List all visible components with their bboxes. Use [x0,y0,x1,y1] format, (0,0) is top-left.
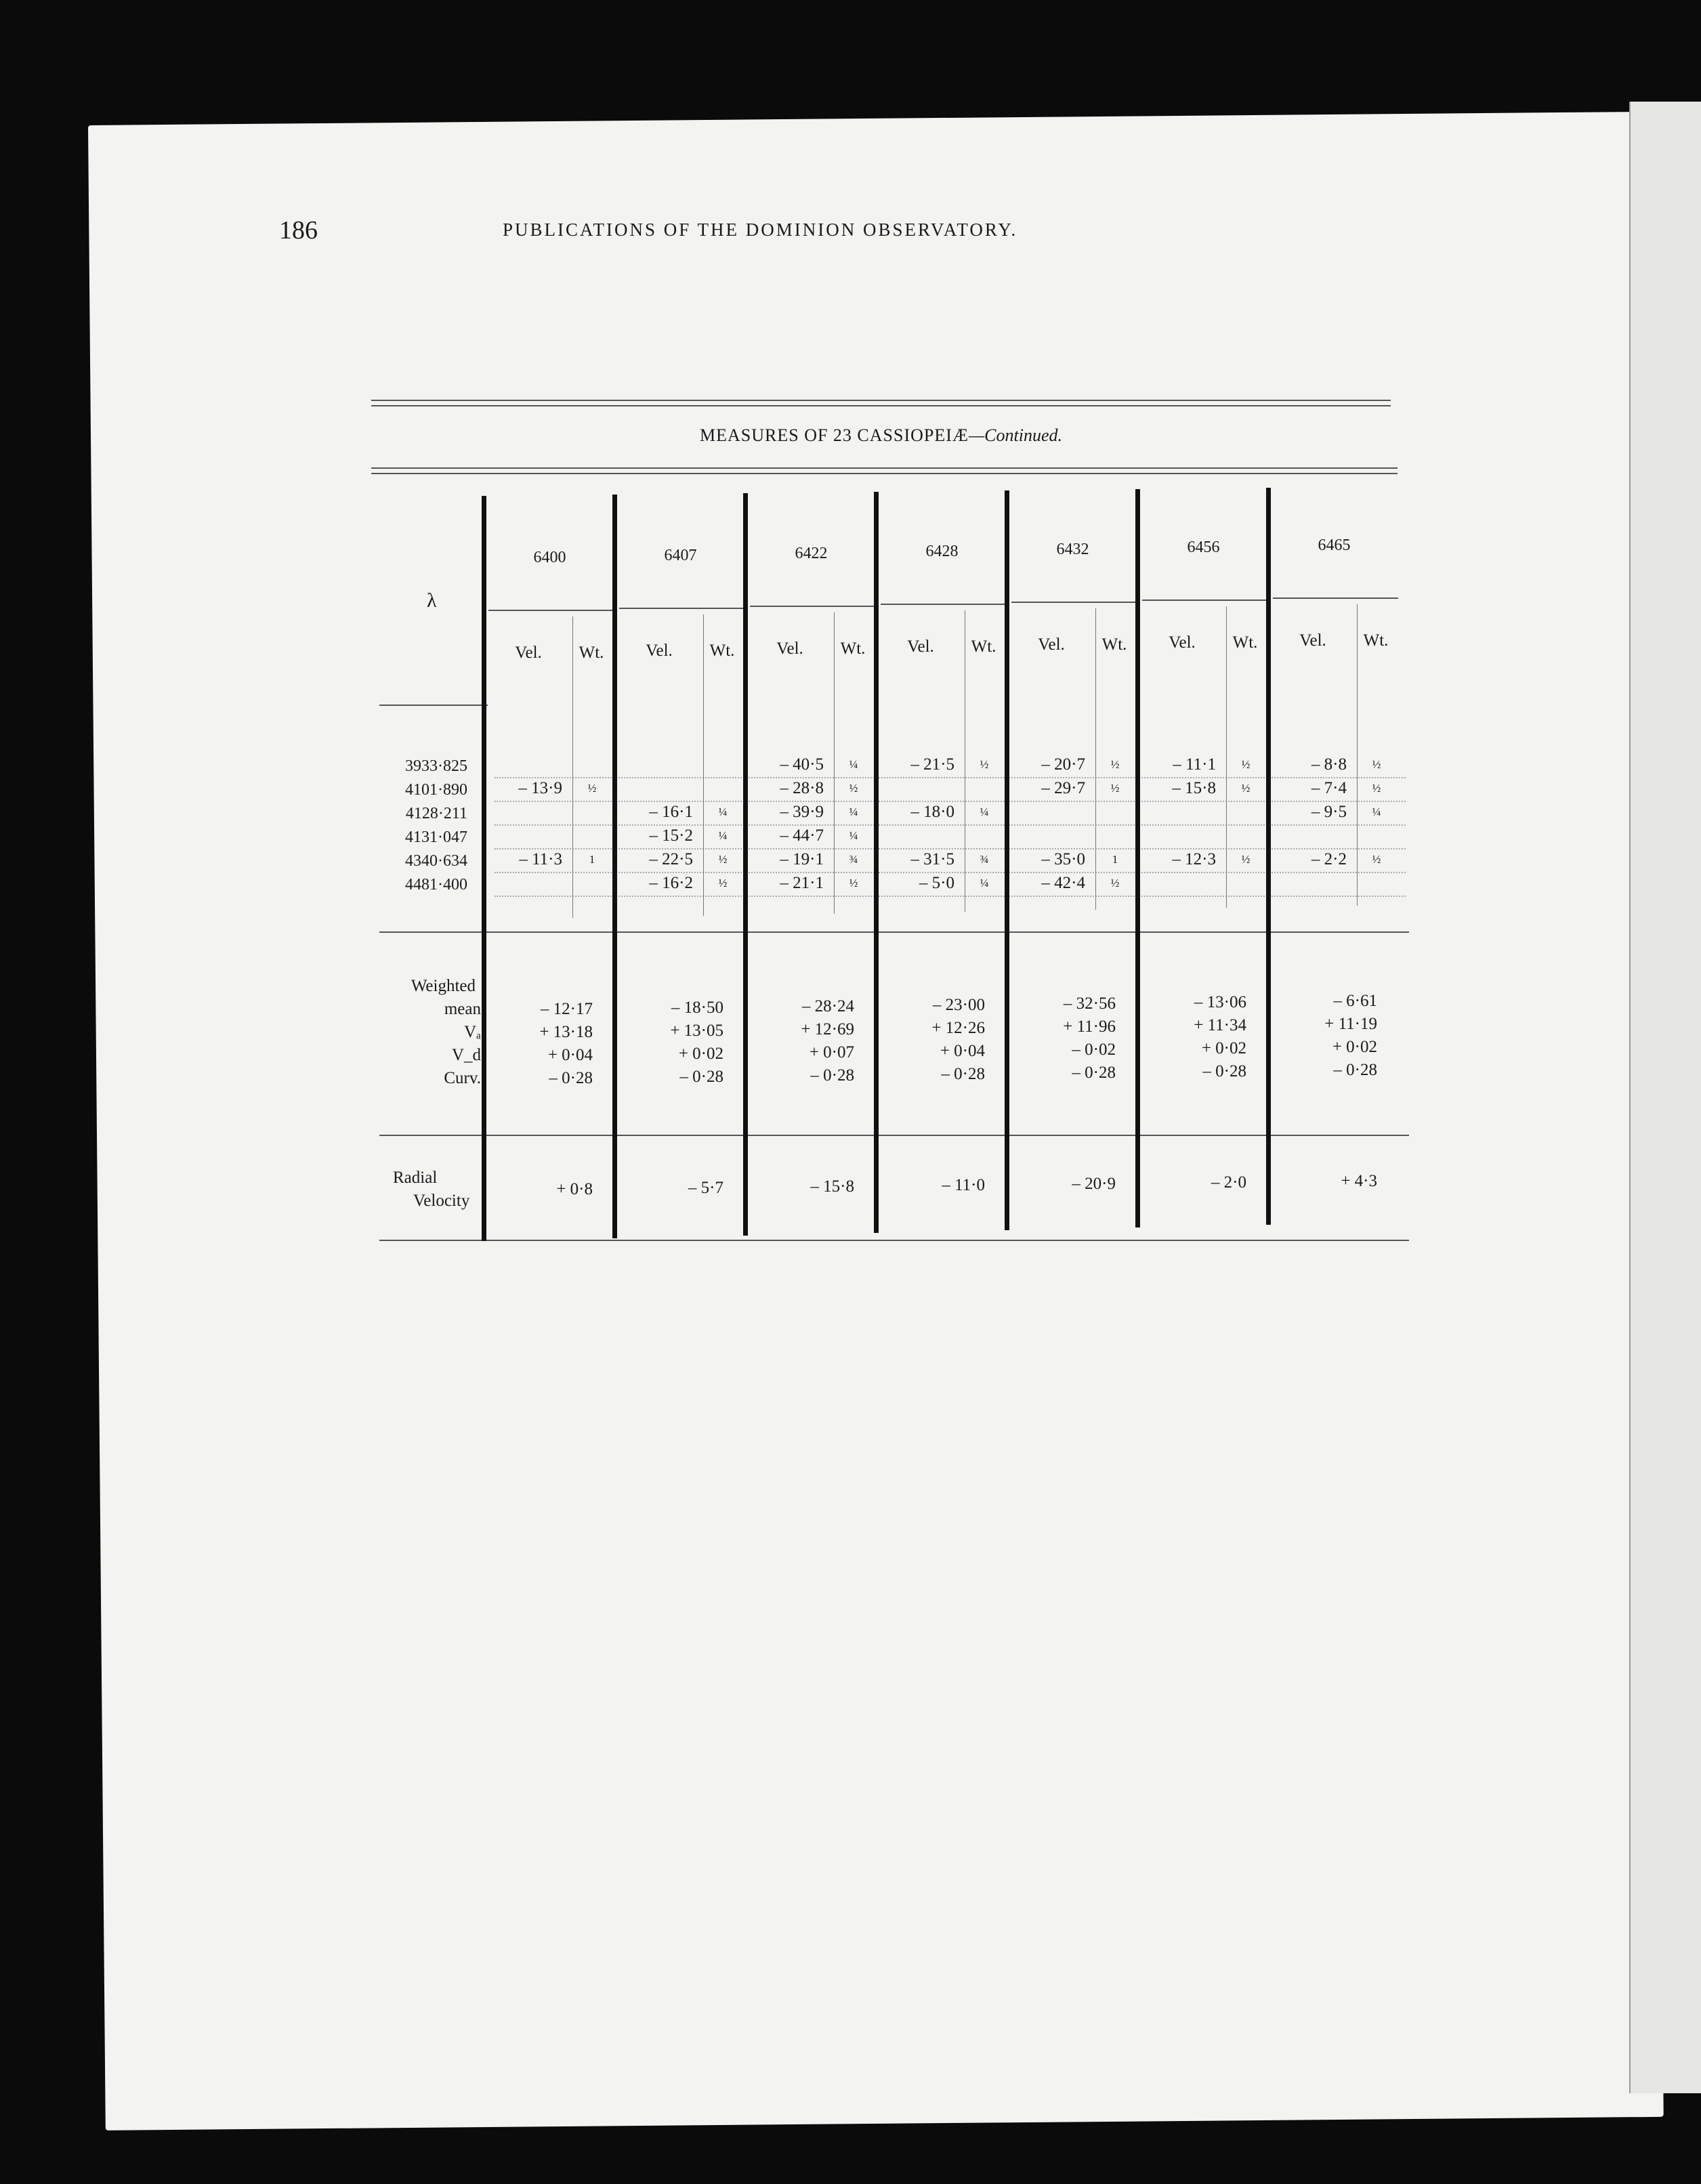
wt-cell: ½ [1110,758,1120,771]
wt-header: Wt. [1363,631,1389,650]
plate-subrule [750,606,875,607]
wt-cell: ¼ [849,805,858,818]
wt-cell: ½ [1241,782,1251,795]
vd-cell: + 0·02 [678,1045,723,1063]
vel-cell: – 29·7 [1041,779,1085,797]
wavelength-cell: 3933·825 [405,757,467,775]
weighted-mean-cell: – 23·00 [932,996,985,1014]
vd-cell: + 0·02 [1201,1039,1246,1057]
wt-cell: ¾ [980,853,989,866]
curv-cell: – 0·28 [1072,1064,1116,1082]
vel-wt-divider [1095,608,1096,910]
label-vd: V_d [451,1046,481,1064]
wt-cell: ¼ [1372,805,1381,818]
curv-cell: – 0·28 [941,1065,985,1083]
vel-cell: – 11·1 [1173,755,1216,774]
vel-cell: – 2·2 [1311,850,1347,868]
vel-header: Vel. [776,639,803,658]
wt-cell: ¼ [980,877,989,889]
table-title-text: MEASURES OF 23 CASSIOPEIÆ [700,425,969,445]
vel-cell: – 12·3 [1172,850,1216,868]
plate-number: 6428 [925,543,959,560]
wt-cell: 1 [589,853,595,866]
vel-wt-divider [572,616,573,918]
va-cell: + 13·18 [539,1023,593,1041]
wt-header: Wt. [840,639,866,658]
vel-header: Vel. [1299,631,1326,650]
weighted-mean-cell: – 13·06 [1194,993,1246,1011]
label-mean: mean [444,1000,481,1018]
wt-cell: ½ [849,782,858,795]
wavelength-cell: 4101·890 [405,781,467,799]
vel-header: Vel. [646,642,673,660]
curv-cell: – 0·28 [679,1068,723,1086]
wavelength-cell: 4481·400 [405,876,467,894]
vel-cell: – 19·1 [780,850,824,868]
vel-cell: – 28·8 [780,779,824,797]
wt-cell: ¼ [849,758,858,771]
wt-header: Wt. [1232,633,1258,652]
column-bar [612,495,617,1238]
label-weighted: Weighted [411,977,476,995]
radial-velocity-cell: – 15·8 [810,1177,854,1196]
vel-header: Vel. [1038,635,1065,654]
adjacent-page-edge [1629,102,1701,2093]
wt-header: Wt. [709,642,735,660]
wt-cell: ½ [1241,853,1251,866]
radial-velocity-cell: – 5·7 [688,1179,723,1197]
wt-cell: ½ [1110,877,1120,889]
wavelength-cell: 4128·211 [405,805,467,822]
va-cell: + 13·05 [670,1022,723,1040]
label-curv: Curv. [444,1069,481,1087]
table-top-rule [371,467,1398,469]
wt-cell: ¼ [718,805,728,818]
table-bottom-rule [379,1240,1409,1241]
radial-velocity-cell: – 11·0 [942,1176,985,1194]
body-bottom-rule [379,931,1409,933]
wt-cell: ½ [718,877,728,889]
vd-cell: – 0·02 [1072,1041,1116,1059]
vel-cell: – 5·0 [919,874,954,892]
radial-velocity-cell: – 20·9 [1072,1175,1116,1193]
radial-velocity-cell: + 4·3 [1341,1172,1377,1190]
curv-cell: – 0·28 [1333,1061,1377,1079]
vd-cell: + 0·04 [940,1042,985,1060]
weighted-mean-cell: – 18·50 [671,999,723,1017]
plate-number: 6400 [533,549,566,566]
plate-subrule [1011,602,1137,603]
va-cell: + 11·19 [1324,1015,1377,1033]
vel-wt-divider [703,614,704,916]
wt-cell: ½ [587,782,597,795]
vel-cell: – 16·2 [649,874,693,892]
plate-number: 6432 [1056,541,1089,558]
wt-cell: ½ [1372,758,1381,771]
wt-cell: ½ [980,758,989,771]
wt-cell: ½ [1372,782,1381,795]
table-title [371,425,1391,446]
va-cell: + 11·96 [1063,1017,1116,1036]
lambda-header: λ [427,589,437,612]
plate-subrule [881,604,1006,605]
wt-cell: ½ [1372,853,1381,866]
radial-velocity-cell: + 0·8 [556,1180,593,1198]
vd-cell: + 0·02 [1332,1038,1377,1056]
vel-cell: – 40·5 [780,755,824,774]
wt-cell: 1 [1112,853,1118,866]
column-bar [1266,488,1271,1225]
vel-cell: – 39·9 [780,803,824,821]
wt-cell: ¼ [980,805,989,818]
wt-header: Wt. [971,637,996,656]
vel-cell: – 15·2 [649,826,693,845]
vel-wt-divider [834,612,835,914]
vel-cell: – 11·3 [519,850,562,868]
wt-cell: ¼ [849,829,858,842]
header-bottom-rule [379,705,488,706]
wt-cell: ¾ [849,853,858,866]
label-radial: Radial [393,1169,438,1187]
wt-cell: ¼ [718,829,728,842]
weighted-mean-cell: – 6·61 [1333,992,1377,1010]
vel-cell: – 9·5 [1311,803,1347,821]
plate-number: 6407 [664,547,697,564]
vel-wt-divider [1226,606,1227,908]
vel-header: Vel. [1169,633,1196,652]
column-bar [1135,489,1140,1227]
summary-bottom-rule [379,1135,1409,1136]
wavelength-cell: 4131·047 [405,828,467,846]
head-rule-lower [371,405,1391,406]
vel-cell: – 13·9 [518,779,562,797]
wavelength-cell: 4340·634 [405,852,467,870]
curv-cell: – 0·28 [549,1069,593,1087]
vel-cell: – 35·0 [1041,850,1085,868]
vel-cell: – 20·7 [1041,755,1085,774]
vel-header: Vel. [907,637,934,656]
radial-velocity-cell: – 2·0 [1211,1173,1246,1192]
vel-header: Vel. [515,644,542,662]
wt-header: Wt. [579,644,604,662]
vel-cell: – 15·8 [1172,779,1216,797]
vel-cell: – 16·1 [649,803,693,821]
label-va: Vₐ [464,1023,481,1041]
column-bar [482,496,486,1241]
vd-cell: + 0·07 [809,1043,854,1062]
vd-cell: + 0·04 [547,1046,593,1064]
wt-cell: ½ [1110,782,1120,795]
measures-table [379,488,1409,1246]
plate-subrule [488,610,614,611]
label-velocity: Velocity [413,1192,470,1210]
journal-title: PUBLICATIONS OF THE DOMINION OBSERVATORY. [503,219,1018,240]
vel-wt-divider [1357,604,1358,906]
vel-cell: – 31·5 [910,850,954,868]
table-top-rule-2 [371,473,1398,474]
page-number: 186 [279,216,318,245]
curv-cell: – 0·28 [1202,1062,1246,1080]
va-cell: + 12·69 [801,1020,854,1038]
plate-number: 6465 [1318,537,1351,554]
wt-cell: ½ [718,853,728,866]
head-rule [371,400,1391,401]
vel-cell: – 21·5 [910,755,954,774]
column-bar [743,493,748,1236]
vel-cell: – 42·4 [1041,874,1085,892]
plate-number: 6456 [1187,539,1220,556]
vel-cell: – 22·5 [649,850,693,868]
curv-cell: – 0·28 [810,1066,854,1085]
weighted-mean-cell: – 32·56 [1063,994,1116,1013]
wt-header: Wt. [1101,635,1127,654]
vel-cell: – 18·0 [910,803,954,821]
plate-subrule [1273,597,1398,599]
table-title-suffix: —Continued. [969,425,1062,445]
running-head [279,215,1295,256]
column-bar [874,492,879,1233]
vel-cell: – 7·4 [1311,779,1347,797]
plate-subrule [619,608,744,609]
weighted-mean-cell: – 28·24 [801,997,854,1015]
vel-cell: – 21·1 [780,874,824,892]
vel-cell: – 44·7 [780,826,824,845]
plate-number: 6422 [795,545,828,562]
weighted-mean-cell: – 12·17 [540,1000,593,1018]
va-cell: + 12·26 [931,1019,985,1037]
vel-cell: – 8·8 [1311,755,1347,774]
plate-subrule [1142,600,1267,601]
wt-cell: ½ [1241,758,1251,771]
wt-cell: ½ [849,877,858,889]
va-cell: + 11·34 [1194,1016,1246,1034]
column-bar [1005,490,1009,1230]
